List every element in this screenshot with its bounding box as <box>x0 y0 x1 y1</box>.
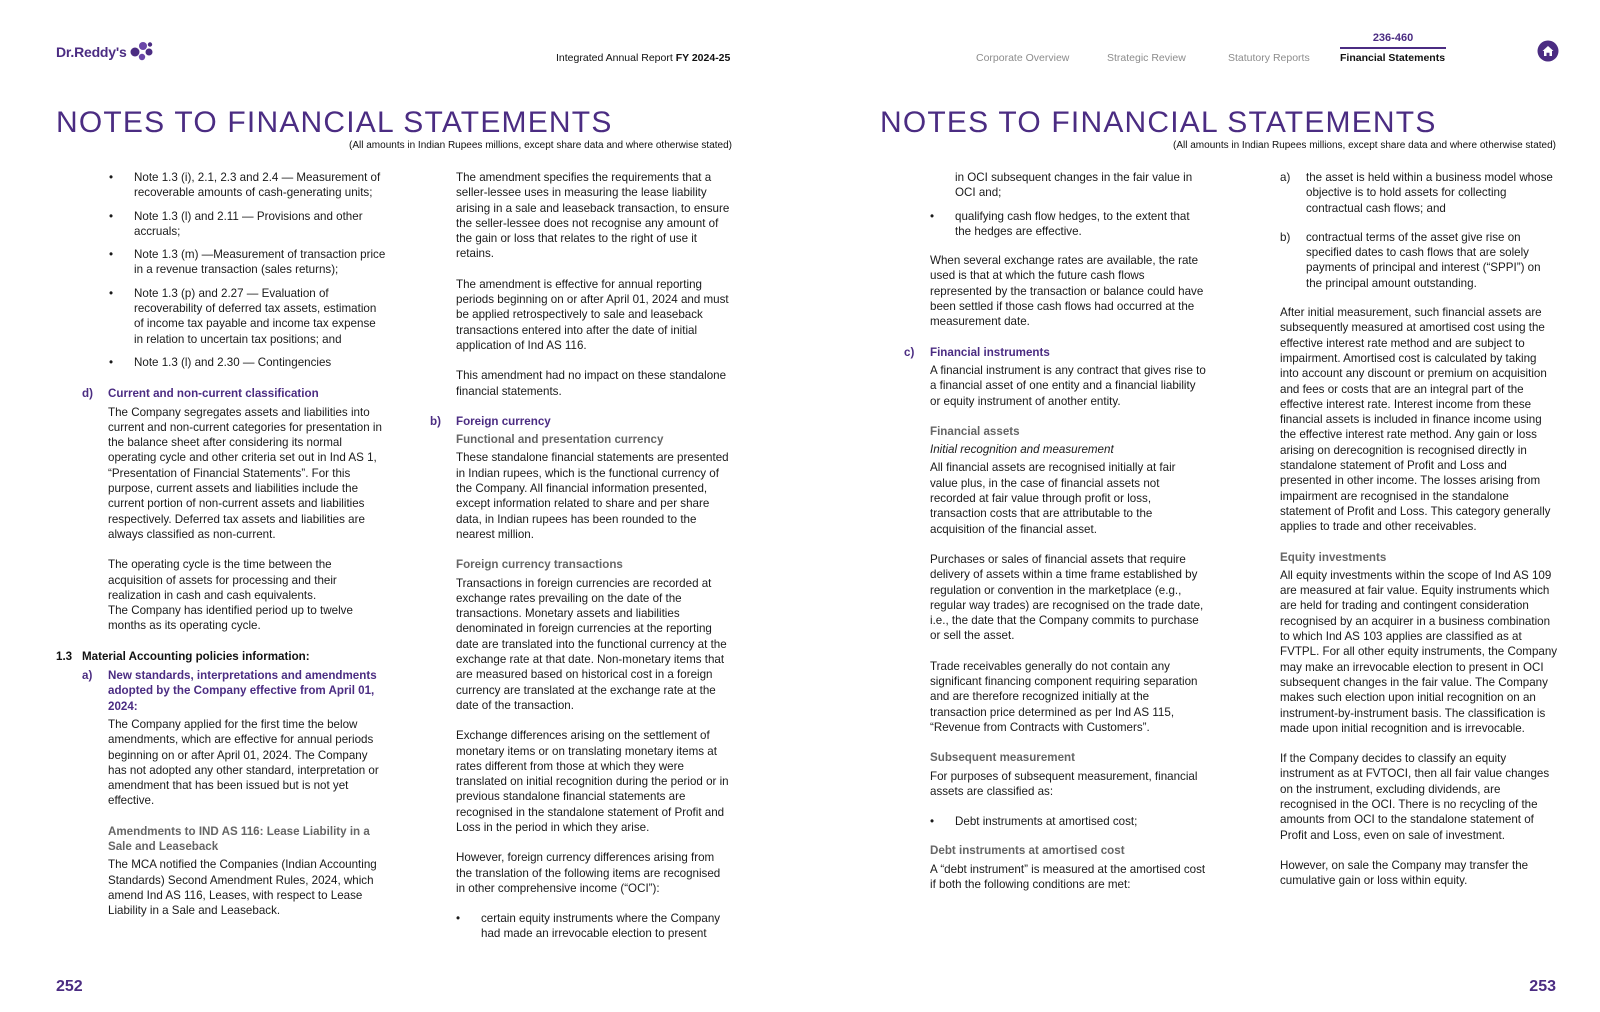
list-item-a <box>1280 170 1558 216</box>
report-title-year: FY 2024-25 <box>675 52 731 64</box>
paragraph: Trade receivables generally do not contain any significant financing component requiring separation and are therefore recognized initially at the transaction price determined as per Ind AS 115, “Revenue from Contracts with Customers”. <box>930 659 1198 734</box>
section-title: New standards, interpretations and amendments adopted by the Company effective from April 01, 2024: <box>108 669 377 713</box>
paragraph: However, on sale the Company may transfer the cumulative gain or loss within equity. <box>1280 858 1529 888</box>
paragraph: These standalone financial statements are presented in Indian rupees, which is the functional currency of the Company. All financial information presented, except information related to share and per share data, in Indian rupees has been rounded to the nearest million. <box>456 451 729 541</box>
paragraph: This amendment had no impact on these standalone financial statements. <box>456 369 727 398</box>
section-heading-b <box>430 414 730 429</box>
column-2 <box>430 170 730 950</box>
paragraph: Transactions in foreign currencies are recorded at exchange rates prevailing on the date of the transactions. Monetary assets and liabilities denominated in foreign currencies at the reporting date are translated into the functional currency at the exchange rate at that date. Non-monetary items that are measured based on historical cost in a foreign currency are translated at the exchange rate at the date of the transaction. <box>456 576 727 712</box>
paragraph: If the Company decides to classify an equity instrument as at FVTOCI, then all fair value changes on the instrument, excluding dividends, are recognised in the OCI. There is no recycling of the amounts from OCI to the standalone statement of Profit and Loss, even on sale of investment. <box>1280 752 1550 842</box>
page-title-right: NOTES TO FINANCIAL STATEMENTS <box>880 106 1437 139</box>
subheading-italic: Initial recognition and measurement <box>930 443 1114 457</box>
paragraph: After initial measurement, such financial assets are subsequently measured at amortised cost using the effective interest rate method and are subject to impairment. Amortised cost is calculated by taking into account any discount or premium on acquisition and fees or costs that are an integral part of the effective interest rate. Interest income from these financial assets is included in finance income using the effective interest rate method. Any gain or loss arising on derecognition is recognised directly in standalone statement of Profit and Loss and presented in other income. The losses arising from impairment are recognised in the standalone statement of Profit and Loss. This category generally applies to trade and other receivables. <box>1280 306 1551 534</box>
section-label: 1.3 <box>56 649 73 663</box>
brand-logo[interactable] <box>56 41 155 63</box>
section-title: Foreign currency <box>456 414 551 428</box>
list-item: • Note 1.3 (p) and 2.27 — Evaluation of recoverability of deferred tax assets, estimation of income tax payable and income tax expense in relation to uncertain tax positions; and <box>109 286 386 347</box>
list-item-b <box>1280 230 1558 291</box>
page-title-left: NOTES TO FINANCIAL STATEMENTS <box>56 106 613 139</box>
list-item: • qualifying cash flow hedges, to the extent that the hedges are effective. <box>930 209 1206 240</box>
nav-financial-statements[interactable]: Financial Statements <box>1340 52 1446 64</box>
column-1 <box>56 170 386 933</box>
section-label: b) <box>430 414 441 428</box>
subtitle-left: (All amounts in Indian Rupees millions, except share data and where otherwise stated) <box>349 140 732 151</box>
subtitle-right: (All amounts in Indian Rupees millions, except share data and where otherwise stated) <box>1173 140 1556 151</box>
page-number-right: 253 <box>1529 978 1556 995</box>
paragraph: However, foreign currency differences arising from the translation of the following items are recognised in other comprehensive income (“OCI”): <box>456 851 721 895</box>
subheading: Debt instruments at amortised cost <box>930 844 1125 858</box>
paragraph: The amendment specifies the requirements that a seller-lessee uses in measuring the lease liability arising in a sale and leaseback transaction, to ensure the seller-lessee does not recognise any amount of the gain or loss that relates to the right of use it retains. <box>456 171 730 261</box>
paragraph: When several exchange rates are available, the rate used is that at which the future cash flows represented by the transaction or balance could have been settled if those cash flows had occurred at the measurement date. <box>930 254 1204 329</box>
section-label: a) <box>82 669 93 683</box>
subheading: Functional and presentation currency <box>456 433 664 447</box>
column-4 <box>1280 170 1558 903</box>
section-heading-c <box>904 345 1206 360</box>
list-item-continued: in OCI subsequent changes in the fair value in OCI and; <box>955 171 1193 200</box>
report-title-prefix: Integrated Annual Report <box>556 52 673 64</box>
logo-text: Dr.Reddy's <box>56 44 127 60</box>
paragraph: The amendment is effective for annual reporting periods beginning on or after April 01, 2024 and must be applied retrospectively to sale and leaseback transactions entered into after the date of initial application of Ind AS 116. <box>456 277 729 352</box>
list-text: contractual terms of the asset give rise on specified dates to cash flows that are solely payments of principal and interest (“SPPI”) on the principal amount outstanding. <box>1306 230 1541 290</box>
list-label: a) <box>1280 171 1291 184</box>
list-item: • Note 1.3 (l) and 2.11 — Provisions and other accruals; <box>109 209 386 240</box>
page-number-left: 252 <box>56 978 83 995</box>
paragraph: The Company has identified period up to twelve months as its operating cycle. <box>108 604 353 633</box>
section-title: Material Accounting policies information: <box>82 649 310 663</box>
section-heading-a <box>82 668 386 714</box>
paragraph: All financial assets are recognised initially at fair value plus, in the case of financial assets not recorded at fair value through profit or loss, transaction costs that are attributable to the acquisition of the financial asset. <box>930 461 1176 536</box>
subheading: Equity investments <box>1280 550 1387 564</box>
section-title: Financial instruments <box>930 345 1050 359</box>
list-label: b) <box>1280 230 1291 244</box>
active-tab-underline <box>1340 47 1446 49</box>
paragraph: A “debt instrument” is measured at the amortised cost if both the following conditions are met: <box>930 862 1206 891</box>
list-item: • Note 1.3 (i), 2.1, 2.3 and 2.4 — Measurement of recoverable amounts of cash-generating units; <box>109 170 386 201</box>
home-icon[interactable] <box>1537 40 1559 62</box>
column-3 <box>904 170 1206 907</box>
list-item: • Note 1.3 (m) —Measurement of transaction price in a revenue transaction (sales returns); <box>109 247 386 278</box>
section-heading-d <box>82 386 386 401</box>
paragraph: The MCA notified the Companies (Indian Accounting Standards) Second Amendment Rules, 2024, which amend Ind AS 116, Leases, with respect to Lease Liability in a Sale and Leaseback. <box>108 858 377 918</box>
subheading: Foreign currency transactions <box>456 558 623 572</box>
list-item: • certain equity instruments where the Company had made an irrevocable election to present <box>456 911 730 942</box>
paragraph: For purposes of subsequent measurement, financial assets are classified as: <box>930 769 1198 798</box>
page-range: 236-460 <box>1372 32 1414 44</box>
section-heading-1-3 <box>56 649 386 664</box>
section-label: c) <box>904 345 915 359</box>
list-item: • Debt instruments at amortised cost; <box>930 814 1206 829</box>
paragraph: The operating cycle is the time between the acquisition of assets for processing and their realization in cash and cash equivalents. <box>108 558 337 602</box>
paragraph: The Company segregates assets and liabilities into current and non-current categories for presentation in the balance sheet after considering its normal operating cycle and other criteria set out in Ind AS 1, “Presentation of Financial Statements”. For this purpose, current assets and liabilities include the current portion of non-current assets and liabilities respectively. Deferred tax assets and liabilities are always classified as non-current. <box>108 405 382 541</box>
nav-statutory-reports[interactable]: Statutory Reports <box>1228 52 1310 64</box>
subheading: Financial assets <box>930 424 1020 438</box>
subheading: Amendments to IND AS 116: Lease Liability in a Sale and Leaseback <box>108 824 370 853</box>
nav-corporate-overview[interactable]: Corporate Overview <box>976 52 1070 64</box>
list-text: the asset is held within a business model whose objective is to hold assets for collecting contractual cash flows; and <box>1306 171 1553 215</box>
paragraph: All equity investments within the scope of Ind AS 109 are measured at fair value. Equity instruments which are held for trading and contingent consideration recognised by an acquirer in a business combination to which Ind AS 103 applies are classified as at FVTPL. For all other equity instruments, the Company may make an irrevocable election to present in OCI subsequent changes in the fair value. The Company makes such election upon initial recognition on an instrument-by-instrument basis. The classification is made upon initial recognition and is irrevocable. <box>1280 568 1558 735</box>
paragraph: The Company applied for the first time the below amendments, which are effective for annual periods beginning on or after April 01, 2024. The Company has not adopted any other standard, interpretation or amendment that has been issued but is not yet effective. <box>108 717 379 808</box>
paragraph: Exchange differences arising on the settlement of monetary items or on translating monetary items at rates different from those at which they were translated on initial recognition during the period or in previous standalone financial statements are recognised in the standalone statement of Profit and Loss in the period in which they arise. <box>456 729 729 834</box>
report-title <box>556 52 730 64</box>
section-label: d) <box>82 387 93 401</box>
logo-dots-icon <box>129 41 155 63</box>
paragraph: Purchases or sales of financial assets that require delivery of assets within a time frame established by regulation or convention in the marketplace (e.g., regular way trades) are recognised on the trade date, i.e., the date that the Company commits to purchase or sell the asset. <box>930 552 1204 643</box>
paragraph: A financial instrument is any contract that gives rise to a financial asset of one entity and a financial liability or equity instrument of another entity. <box>930 363 1206 408</box>
section-title: Current and non-current classification <box>108 387 319 401</box>
list-item: • Note 1.3 (l) and 2.30 — Contingencies <box>109 355 386 370</box>
nav-strategic-review[interactable]: Strategic Review <box>1107 52 1186 64</box>
subheading: Subsequent measurement <box>930 751 1075 765</box>
